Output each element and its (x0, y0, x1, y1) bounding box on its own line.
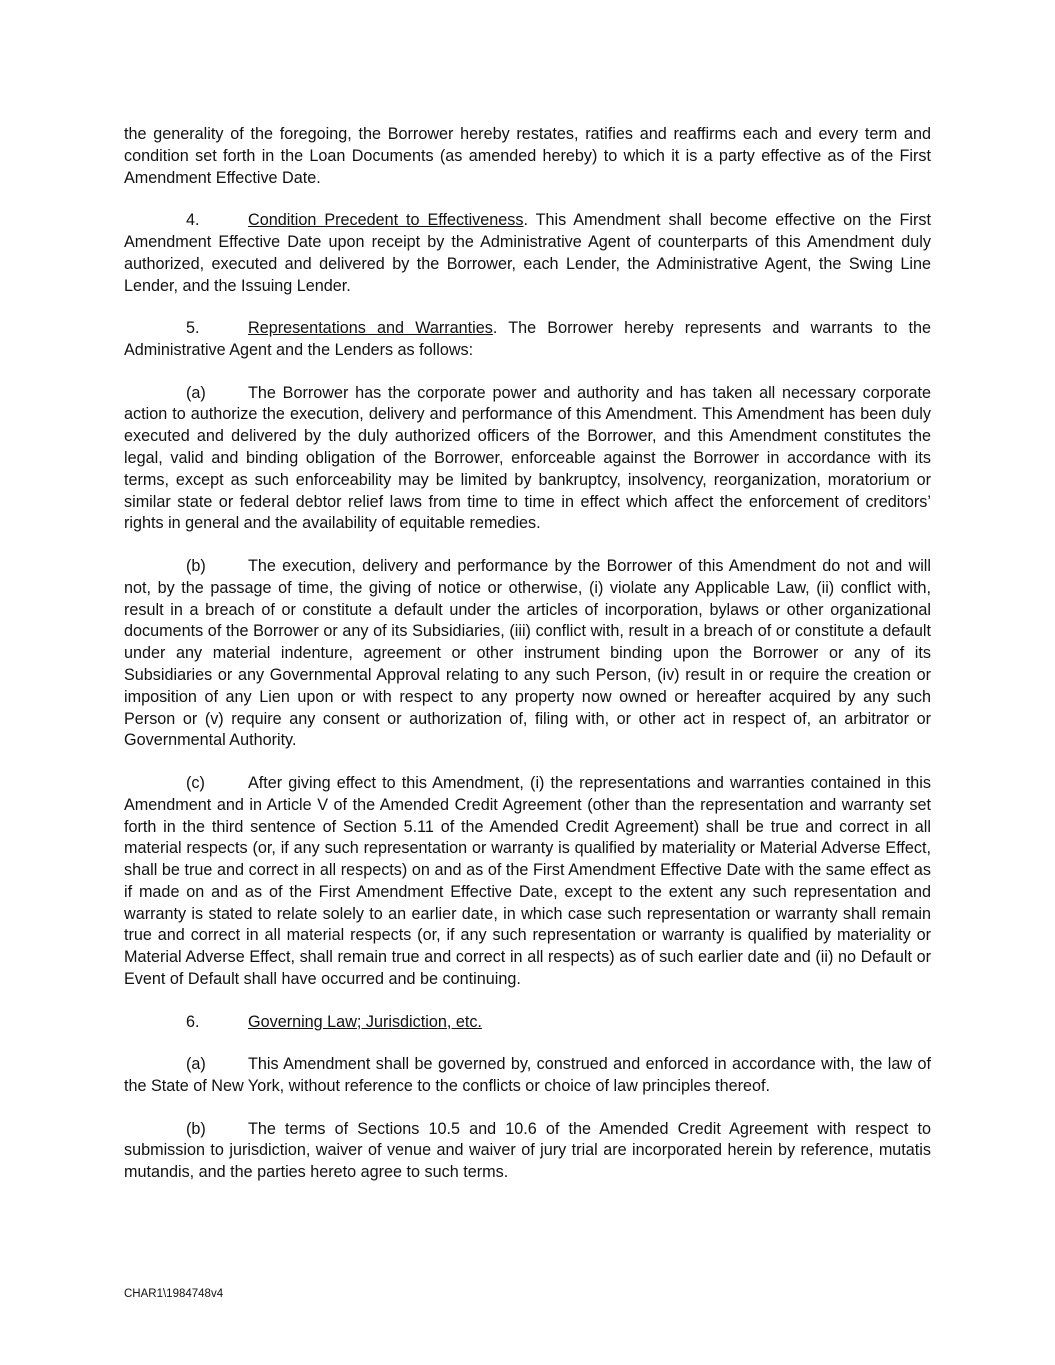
subsection-marker: (c) (186, 773, 205, 792)
paragraph-text: The execution, delivery and performance by the Borrower of this Amendment do not and will not, by the passage of time, the giving of notice or otherwise, (i) violate any Applicable Law, (ii) conflict with, result in a breach of or constitute a default under the articles of incorporation, bylaws or other organizational documents of the Borrower or any of its Subsidiaries, (iii) conflict with, result in a breach of or constitute a default under any material indenture, agreement or other instrument binding upon the Borrower or any of its Subsidiaries or any Governmental Approval relating to any such Person, (iv) result in or require the creation or imposition of any Lien upon or with respect to any property now owned or hereafter acquired by any such Person or (v) require any consent or authorization of, filing with, or other act in respect of, an arbitrator or Governmental Authority. (124, 556, 931, 750)
subsection-5b (124, 556, 931, 752)
paragraph-text: The terms of Sections 10.5 and 10.6 of the Amended Credit Agreement with respect to submission to jurisdiction, waiver of venue and waiver of jury trial are incorporated herein by reference, mutatis mutandis, and the parties hereto agree to such terms. (124, 1119, 931, 1182)
section-heading: Condition Precedent to Effectiveness (248, 211, 524, 230)
section-4-condition-precedent (124, 210, 931, 297)
paragraph-text: . The Borrower hereby represents and warrants to the Administrative Agent and the Lenders as follows: (124, 319, 931, 359)
paragraph-continuation (124, 124, 931, 189)
subsection-marker: (a) (186, 383, 206, 402)
section-number: 4. (186, 211, 200, 230)
subsection-marker: (a) (186, 1055, 206, 1074)
section-number: 5. (186, 319, 200, 338)
section-5-representations (124, 318, 931, 362)
paragraph-text: This Amendment shall be governed by, construed and enforced in accordance with, the law of the State of New York, without reference to the conflicts or choice of law principles thereof. (124, 1055, 931, 1096)
document-body (124, 124, 931, 1205)
paragraph-text: After giving effect to this Amendment, (i) the representations and warranties contained in this Amendment and in Article V of the Amended Credit Agreement (other than the representation and warranty set forth in the third sentence of Section 5.11 of the Amended Credit Agreement) shall be true and correct in all material respects (or, if any such representation or warranty is qualified by materiality or Material Adverse Effect, shall be true and correct in all respects) on and as of the First Amendment Effective Date with the same effect as if made on and as of the First Amendment Effective Date, except to the extent any such representation and warranty is stated to relate solely to an earlier date, in which case such representation or warranty shall remain true and correct in all material respects (or, if any such representation or warranty is qualified by materiality or Material Adverse Effect, shall remain true and correct in all respects) as of such earlier date and (ii) no Default or Event of Default shall have occurred and be continuing. (124, 773, 931, 989)
section-number: 6. (186, 1012, 200, 1031)
paragraph-text: . This Amendment shall become effective on the First Amendment Effective Date upon receipt by the Administrative Agent of counterparts of this Amendment duly authorized, executed and delivered by the Borrower, each Lender, the Administrative Agent, the Swing Line Lender, and the Issuing Lender. (124, 211, 931, 295)
subsection-5a (124, 383, 931, 536)
paragraph-text: The Borrower has the corporate power and authority and has taken all necessary corporate action to authorize the execution, delivery and performance of this Amendment. This Amendment has been duly executed and delivered by the duly authorized officers of the Borrower, and this Amendment constitutes the legal, valid and binding obligation of the Borrower, enforceable against the Borrower in accordance with its terms, except as such enforceability may be limited by bankruptcy, insolvency, reorganization, moratorium or similar state or federal debtor relief laws from time to time in effect which affect the enforcement of creditors’ rights in general and the availability of equitable remedies. (124, 383, 931, 533)
subsection-6a (124, 1054, 931, 1098)
document-id-footer: CHAR1\1984748v4 (124, 1288, 224, 1300)
subsection-marker: (b) (186, 556, 206, 575)
subsection-marker: (b) (186, 1119, 206, 1138)
section-heading: Governing Law; Jurisdiction, etc. (248, 1012, 482, 1031)
paragraph-text: the generality of the foregoing, the Borrower hereby restates, ratifies and reaffirms each and every term and condition set forth in the Loan Documents (as amended hereby) to which it is a party effective as of the First Amendment Effective Date. (124, 125, 931, 187)
subsection-5c (124, 773, 931, 991)
section-6-governing-law (124, 1012, 931, 1034)
subsection-6b (124, 1119, 931, 1184)
section-heading: Representations and Warranties (248, 319, 493, 338)
